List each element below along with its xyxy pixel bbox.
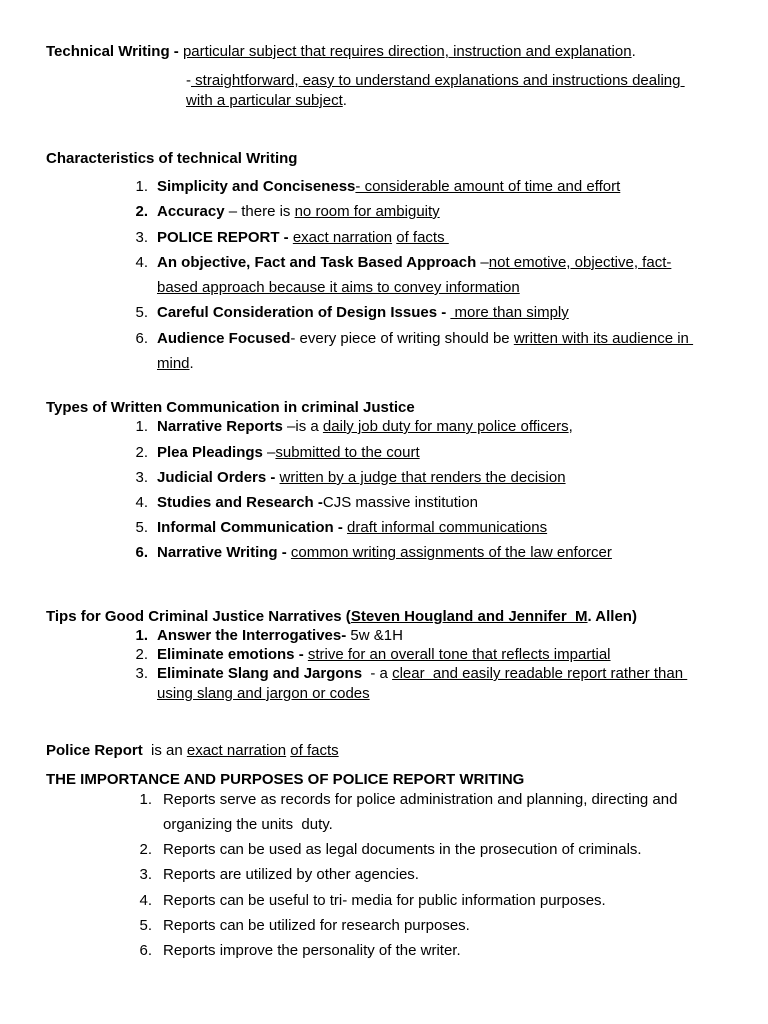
char-item-6-term: Audience Focused [157,330,291,347]
types-item-1-desc: daily job duty for many police officers [322,418,569,435]
types-item-4-number: 4. [135,494,148,511]
types-item-1-mid: –is a [282,418,323,435]
tips-item-2-term: Eliminate emotions - [157,646,308,663]
tech-writing-alt-dash: - [186,72,191,89]
char-item-4-desc2: based approach because it aims to convey information [157,279,520,296]
police-report-desc2: of facts [290,742,339,759]
importance-item-6-number: 6. [139,942,152,959]
types-item-5-number: 5. [135,519,148,536]
tech-writing-alt-line2 [186,91,347,111]
importance-heading [46,770,524,790]
char-item-2-mid: – there is [224,203,295,220]
police-report-term: Police Report [46,742,143,759]
importance-item-2: Reports can be used as legal documents in the prosecution of criminals. [163,841,642,858]
tips-item-3-desc2: using slang and jargon or codes [157,685,370,702]
tech-writing-def: particular subject that requires direction, instruction and explanation [182,43,632,60]
tips-item-3-line2 [157,684,370,704]
types-item-2-number: 2. [135,444,148,461]
types-item-5 [157,518,547,538]
tips-item-2-number: 2. [135,646,148,663]
police-report-definition [46,741,339,761]
types-item-3-number: 3. [135,469,148,486]
char-item-3 [157,228,449,248]
char-item-3-term: POLICE REPORT - [157,229,293,246]
tips-item-3-number: 3. [135,665,148,682]
char-item-6-line1 [157,329,693,349]
char-item-5-desc: more than simply [450,304,569,321]
char-item-4-mid: – [476,254,489,271]
importance-item-6: Reports improve the personality of the writer. [163,942,461,959]
importance-item-1-number: 1. [139,791,152,808]
characteristics-heading-text: Characteristics of technical Writing [46,150,298,167]
char-item-4-number: 4. [135,254,148,271]
importance-item-4: Reports can be useful to tri- media for public information purposes. [163,892,606,909]
char-item-4-line2 [157,278,520,298]
types-item-2 [157,443,420,463]
char-item-6-end: . [189,355,194,372]
tips-item-1 [157,626,403,646]
char-item-2 [157,202,440,222]
tips-item-2-desc: strive for an overall tone that reflects impartial [307,646,611,663]
types-item-2-term: Plea Pleadings [157,444,263,461]
types-item-4-desc: CJS massive institution [322,494,478,511]
tips-item-3-desc1: clear and easily readable report rather than [392,665,688,682]
char-item-1-desc: - considerable amount of time and effort [355,178,621,195]
tech-writing-alt-end: . [342,92,347,109]
importance-item-4-number: 4. [139,892,152,909]
importance-item-2-number: 2. [139,841,152,858]
char-item-3-desc2: of facts [396,229,449,246]
char-item-1 [157,177,620,197]
types-item-6-number: 6. [135,544,148,561]
types-heading [46,398,415,418]
importance-item-5-number: 5. [139,917,152,934]
characteristics-heading [46,149,297,169]
importance-item-3: Reports are utilized by other agencies. [163,866,419,883]
char-item-3-desc1: exact narration [292,229,393,246]
types-item-6-term: Narrative Writing - [157,544,291,561]
types-item-2-desc: submitted to the court [275,444,420,461]
tech-writing-alt-line1 [186,71,685,91]
tips-item-1-number: 1. [135,627,148,644]
char-item-4-term: An objective, Fact and Task Based Approach [157,254,477,271]
types-item-1-term: Narrative Reports [157,418,283,435]
tips-item-1-term: Answer the Interrogatives- [157,627,347,644]
char-item-1-number: 1. [135,178,148,195]
tech-writing-term: Technical Writing - [46,43,183,60]
importance-item-1-line1: Reports serve as records for police administration and planning, directing and [163,791,678,808]
types-item-4 [157,493,478,513]
tech-writing-definition [46,42,636,62]
tips-item-3-line1 [157,664,687,684]
importance-item-5: Reports can be utilized for research purposes. [163,917,470,934]
char-item-4-desc1: not emotive, objective, fact- [488,254,672,271]
types-item-4-term: Studies and Research - [157,494,323,511]
tips-item-3-mid: - a [362,665,393,682]
char-item-5-number: 5. [135,304,148,321]
tips-heading [46,607,637,627]
types-item-3-term: Judicial Orders - [157,469,280,486]
char-item-6-desc1: written with its audience in [513,330,694,347]
tips-heading-end: . Allen) [587,608,637,625]
char-item-3-number: 3. [135,229,148,246]
types-item-3 [157,468,566,488]
tips-item-3-term: Eliminate Slang and Jargons [157,665,363,682]
types-heading-text: Types of Written Communication in criminal Justice [46,399,415,416]
tips-heading-start: Tips for Good Criminal Justice Narratives ( [46,608,351,625]
police-report-mid: is an [142,742,187,759]
types-item-6-desc: common writing assignments of the law enforcer [290,544,612,561]
police-report-desc1: exact narration [186,742,287,759]
tech-writing-alt-text2: with a particular subject [186,92,343,109]
char-item-6-number: 6. [135,330,148,347]
char-item-2-desc: no room for ambiguity [294,203,440,220]
tech-writing-alt-text1: straightforward, easy to understand explanations and instructions dealing [191,72,685,89]
char-item-2-term: Accuracy [157,203,225,220]
tips-item-1-desc: 5w &1H [346,627,403,644]
types-item-1 [157,417,573,437]
tips-item-2 [157,645,611,665]
types-item-1-number: 1. [135,418,148,435]
importance-item-3-number: 3. [139,866,152,883]
tips-heading-authors: Steven Hougland and Jennifer M [350,608,588,625]
char-item-2-number: 2. [135,203,148,220]
tech-writing-def-end: . [631,43,636,60]
types-item-5-desc: draft informal communications [347,519,548,536]
types-item-6 [157,543,612,563]
types-item-1-end: , [568,418,573,435]
char-item-6-desc2: mind [157,355,190,372]
char-item-6-mid: - every piece of writing should be [290,330,514,347]
char-item-1-term: Simplicity and Conciseness [157,178,356,195]
char-item-4-line1 [157,253,671,273]
importance-heading-text: THE IMPORTANCE AND PURPOSES OF POLICE REPORT WRITING [46,771,525,788]
types-item-2-mid: – [262,444,276,461]
importance-item-1-line2: organizing the units duty. [163,816,333,833]
char-item-6-line2 [157,354,194,374]
types-item-5-term: Informal Communication - [157,519,348,536]
char-item-5 [157,303,569,323]
char-item-5-term: Careful Consideration of Design Issues - [157,304,451,321]
types-item-3-desc: written by a judge that renders the decision [279,469,566,486]
